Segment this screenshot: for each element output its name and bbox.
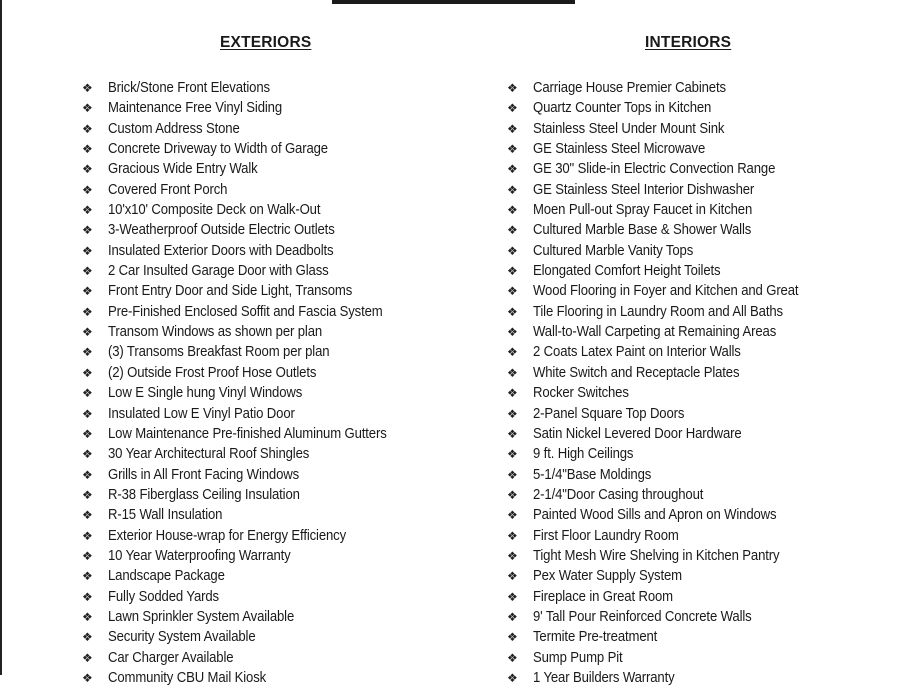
list-item: [507, 281, 897, 301]
diamond-bullet-icon: ❖: [507, 426, 518, 441]
list-item: [82, 261, 482, 281]
list-item-label: GE 30" Slide-in Electric Convection Range: [533, 161, 776, 178]
diamond-bullet-icon: ❖: [82, 670, 93, 685]
diamond-bullet-icon: ❖: [82, 508, 93, 523]
diamond-bullet-icon: ❖: [82, 264, 93, 279]
list-item: [82, 526, 482, 546]
list-item: [82, 587, 482, 607]
list-item: [507, 424, 897, 444]
list-item: [507, 180, 897, 200]
list-item: [82, 546, 482, 566]
diamond-bullet-icon: ❖: [507, 508, 518, 523]
list-item-label: Landscape Package: [108, 568, 225, 585]
diamond-bullet-icon: ❖: [82, 182, 93, 197]
list-item-label: 10'x10' Composite Deck on Walk-Out: [108, 202, 321, 219]
diamond-bullet-icon: ❖: [507, 81, 518, 95]
diamond-bullet-icon: ❖: [82, 406, 93, 421]
list-item-label: Maintenance Free Vinyl Siding: [108, 100, 282, 117]
list-item-label: Pre-Finished Enclosed Soffit and Fascia System: [108, 303, 383, 320]
list-item-label: Tight Mesh Wire Shelving in Kitchen Pantry: [533, 547, 780, 564]
diamond-bullet-icon: ❖: [507, 406, 518, 421]
list-item-label: 5-1/4"Base Moldings: [533, 466, 652, 483]
list-item-label: R-38 Fiberglass Ceiling Insulation: [108, 486, 300, 503]
diamond-bullet-icon: ❖: [82, 81, 93, 95]
list-item: [82, 78, 482, 98]
list-item: [82, 139, 482, 159]
list-item-label: Lawn Sprinkler System Available: [108, 608, 295, 625]
list-item: [82, 98, 482, 118]
diamond-bullet-icon: ❖: [507, 182, 518, 197]
list-item-label: Cultured Marble Base & Shower Walls: [533, 222, 752, 239]
diamond-bullet-icon: ❖: [507, 345, 518, 360]
list-item-label: Car Charger Available: [108, 649, 234, 666]
list-item-label: 2-Panel Square Top Doors: [533, 405, 685, 422]
list-item-label: Insulated Low E Vinyl Patio Door: [108, 405, 295, 422]
list-item-label: GE Stainless Steel Interior Dishwasher: [533, 181, 755, 198]
diamond-bullet-icon: ❖: [507, 589, 518, 604]
diamond-bullet-icon: ❖: [82, 447, 93, 462]
list-item: [82, 119, 482, 139]
list-item: [82, 444, 482, 464]
list-item: [507, 98, 897, 118]
list-item: [82, 241, 482, 261]
list-item-label: (3) Transoms Breakfast Room per plan: [108, 344, 330, 361]
diamond-bullet-icon: ❖: [82, 650, 93, 665]
exteriors-list: [82, 78, 482, 688]
list-item: [82, 465, 482, 485]
list-item-label: Elongated Comfort Height Toilets: [533, 263, 721, 280]
list-item: [507, 220, 897, 240]
list-item: [507, 322, 897, 342]
list-item-label: 2 Car Insulted Garage Door with Glass: [108, 263, 329, 280]
list-item-label: Termite Pre-treatment: [533, 629, 658, 646]
list-item-label: Exterior House-wrap for Energy Efficiency: [108, 527, 347, 544]
diamond-bullet-icon: ❖: [507, 365, 518, 380]
list-item: [507, 485, 897, 505]
list-item: [82, 424, 482, 444]
list-item-label: Front Entry Door and Side Light, Transoms: [108, 283, 353, 300]
list-item-label: Low Maintenance Pre-finished Aluminum Gutters: [108, 425, 387, 442]
list-item: [507, 363, 897, 383]
list-item-label: Carriage House Premier Cabinets: [533, 80, 726, 96]
diamond-bullet-icon: ❖: [507, 121, 518, 136]
title-underline: [332, 0, 575, 4]
diamond-bullet-icon: ❖: [507, 609, 518, 624]
diamond-bullet-icon: ❖: [507, 630, 518, 645]
list-item: [507, 119, 897, 139]
list-item-label: Grills in All Front Facing Windows: [108, 466, 300, 483]
diamond-bullet-icon: ❖: [82, 548, 93, 563]
list-item: [82, 383, 482, 403]
list-item: [82, 281, 482, 301]
diamond-bullet-icon: ❖: [82, 325, 93, 340]
list-item: [507, 526, 897, 546]
list-item-label: Covered Front Porch: [108, 181, 228, 198]
diamond-bullet-icon: ❖: [507, 548, 518, 563]
diamond-bullet-icon: ❖: [507, 569, 518, 584]
list-item: [507, 241, 897, 261]
diamond-bullet-icon: ❖: [507, 386, 518, 401]
list-item: [82, 159, 482, 179]
list-item-label: Stainless Steel Under Mount Sink: [533, 120, 725, 137]
diamond-bullet-icon: ❖: [507, 264, 518, 279]
list-item-label: (2) Outside Frost Proof Hose Outlets: [108, 364, 317, 381]
list-item: [507, 200, 897, 220]
list-item-label: Painted Wood Sills and Apron on Windows: [533, 507, 777, 524]
list-item-label: 9' Tall Pour Reinforced Concrete Walls: [533, 608, 752, 625]
diamond-bullet-icon: ❖: [82, 569, 93, 584]
diamond-bullet-icon: ❖: [507, 304, 518, 319]
list-item-label: White Switch and Receptacle Plates: [533, 364, 740, 381]
diamond-bullet-icon: ❖: [82, 284, 93, 299]
list-item: [82, 363, 482, 383]
list-item-label: Concrete Driveway to Width of Garage: [108, 141, 328, 158]
list-item-label: 9 ft. High Ceilings: [533, 446, 634, 463]
diamond-bullet-icon: ❖: [82, 203, 93, 218]
list-item: [507, 78, 897, 98]
list-item-label: 2-1/4"Door Casing throughout: [533, 486, 704, 503]
list-item: [82, 322, 482, 342]
list-item: [82, 566, 482, 586]
diamond-bullet-icon: ❖: [82, 345, 93, 360]
list-item: [82, 180, 482, 200]
diamond-bullet-icon: ❖: [507, 670, 518, 685]
list-item: [507, 505, 897, 525]
list-item: [507, 668, 897, 688]
list-item-label: Pex Water Supply System: [533, 568, 682, 585]
diamond-bullet-icon: ❖: [82, 142, 93, 157]
list-item-label: 30 Year Architectural Roof Shingles: [108, 446, 310, 463]
list-item-label: Fully Sodded Yards: [108, 588, 219, 605]
diamond-bullet-icon: ❖: [82, 589, 93, 604]
diamond-bullet-icon: ❖: [507, 447, 518, 462]
diamond-bullet-icon: ❖: [507, 487, 518, 502]
diamond-bullet-icon: ❖: [82, 630, 93, 645]
list-item-label: Moen Pull-out Spray Faucet in Kitchen: [533, 202, 753, 219]
list-item: [507, 342, 897, 362]
list-item-label: Custom Address Stone: [108, 120, 240, 137]
list-item-label: Gracious Wide Entry Walk: [108, 161, 258, 178]
diamond-bullet-icon: ❖: [507, 243, 518, 258]
diamond-bullet-icon: ❖: [507, 467, 518, 482]
list-item: [82, 220, 482, 240]
list-item-label: Tile Flooring in Laundry Room and All Baths: [533, 303, 783, 320]
diamond-bullet-icon: ❖: [507, 101, 518, 116]
diamond-bullet-icon: ❖: [507, 162, 518, 177]
list-item-label: Quartz Counter Tops in Kitchen: [533, 100, 712, 117]
list-item: [507, 566, 897, 586]
diamond-bullet-icon: ❖: [82, 101, 93, 116]
list-item: [507, 465, 897, 485]
list-item: [507, 648, 897, 668]
diamond-bullet-icon: ❖: [507, 284, 518, 299]
list-item: [82, 505, 482, 525]
list-item: [82, 404, 482, 424]
list-item-label: 3-Weatherproof Outside Electric Outlets: [108, 222, 335, 239]
list-item: [82, 485, 482, 505]
diamond-bullet-icon: ❖: [507, 142, 518, 157]
list-item-label: Security System Available: [108, 629, 256, 646]
list-item-label: Brick/Stone Front Elevations: [108, 80, 270, 96]
list-item: [82, 200, 482, 220]
list-item-label: 2 Coats Latex Paint on Interior Walls: [533, 344, 741, 361]
list-item-label: 1 Year Builders Warranty: [533, 669, 675, 686]
diamond-bullet-icon: ❖: [82, 121, 93, 136]
interiors-heading: INTERIORS: [645, 34, 732, 51]
list-item: [82, 648, 482, 668]
diamond-bullet-icon: ❖: [82, 243, 93, 258]
list-item-label: Satin Nickel Levered Door Hardware: [533, 425, 742, 442]
diamond-bullet-icon: ❖: [507, 528, 518, 543]
list-item-label: First Floor Laundry Room: [533, 527, 679, 544]
diamond-bullet-icon: ❖: [82, 426, 93, 441]
list-item: [507, 159, 897, 179]
diamond-bullet-icon: ❖: [82, 365, 93, 380]
list-item-label: Low E Single hung Vinyl Windows: [108, 385, 303, 402]
list-item: [82, 627, 482, 647]
list-item-label: Wall-to-Wall Carpeting at Remaining Areas: [533, 324, 777, 341]
list-item: [82, 668, 482, 688]
list-item: [507, 383, 897, 403]
page-left-border: [0, 0, 2, 675]
diamond-bullet-icon: ❖: [82, 162, 93, 177]
list-item-label: Sump Pump Pit: [533, 649, 623, 666]
list-item: [507, 607, 897, 627]
list-item: [507, 627, 897, 647]
diamond-bullet-icon: ❖: [82, 304, 93, 319]
list-item: [507, 587, 897, 607]
list-item-label: Fireplace in Great Room: [533, 588, 673, 605]
list-item-label: Rocker Switches: [533, 385, 629, 402]
list-item: [507, 546, 897, 566]
list-item-label: 10 Year Waterproofing Warranty: [108, 547, 291, 564]
diamond-bullet-icon: ❖: [82, 467, 93, 482]
list-item: [507, 404, 897, 424]
list-item: [82, 342, 482, 362]
list-item: [507, 139, 897, 159]
list-item-label: GE Stainless Steel Microwave: [533, 141, 706, 158]
list-item: [82, 607, 482, 627]
list-item: [507, 302, 897, 322]
list-item-label: Transom Windows as shown per plan: [108, 324, 323, 341]
interiors-list: [507, 78, 897, 688]
exteriors-heading: EXTERIORS: [220, 34, 312, 51]
list-item-label: R-15 Wall Insulation: [108, 507, 223, 524]
list-item: [507, 444, 897, 464]
diamond-bullet-icon: ❖: [82, 223, 93, 238]
list-item-label: Wood Flooring in Foyer and Kitchen and Great: [533, 283, 799, 300]
list-item-label: Community CBU Mail Kiosk: [108, 669, 267, 686]
list-item-label: Insulated Exterior Doors with Deadbolts: [108, 242, 334, 259]
diamond-bullet-icon: ❖: [82, 386, 93, 401]
list-item: [82, 302, 482, 322]
diamond-bullet-icon: ❖: [507, 223, 518, 238]
diamond-bullet-icon: ❖: [507, 650, 518, 665]
diamond-bullet-icon: ❖: [82, 528, 93, 543]
diamond-bullet-icon: ❖: [507, 203, 518, 218]
list-item-label: Cultured Marble Vanity Tops: [533, 242, 694, 259]
list-item: [507, 261, 897, 281]
diamond-bullet-icon: ❖: [82, 487, 93, 502]
diamond-bullet-icon: ❖: [82, 609, 93, 624]
diamond-bullet-icon: ❖: [507, 325, 518, 340]
